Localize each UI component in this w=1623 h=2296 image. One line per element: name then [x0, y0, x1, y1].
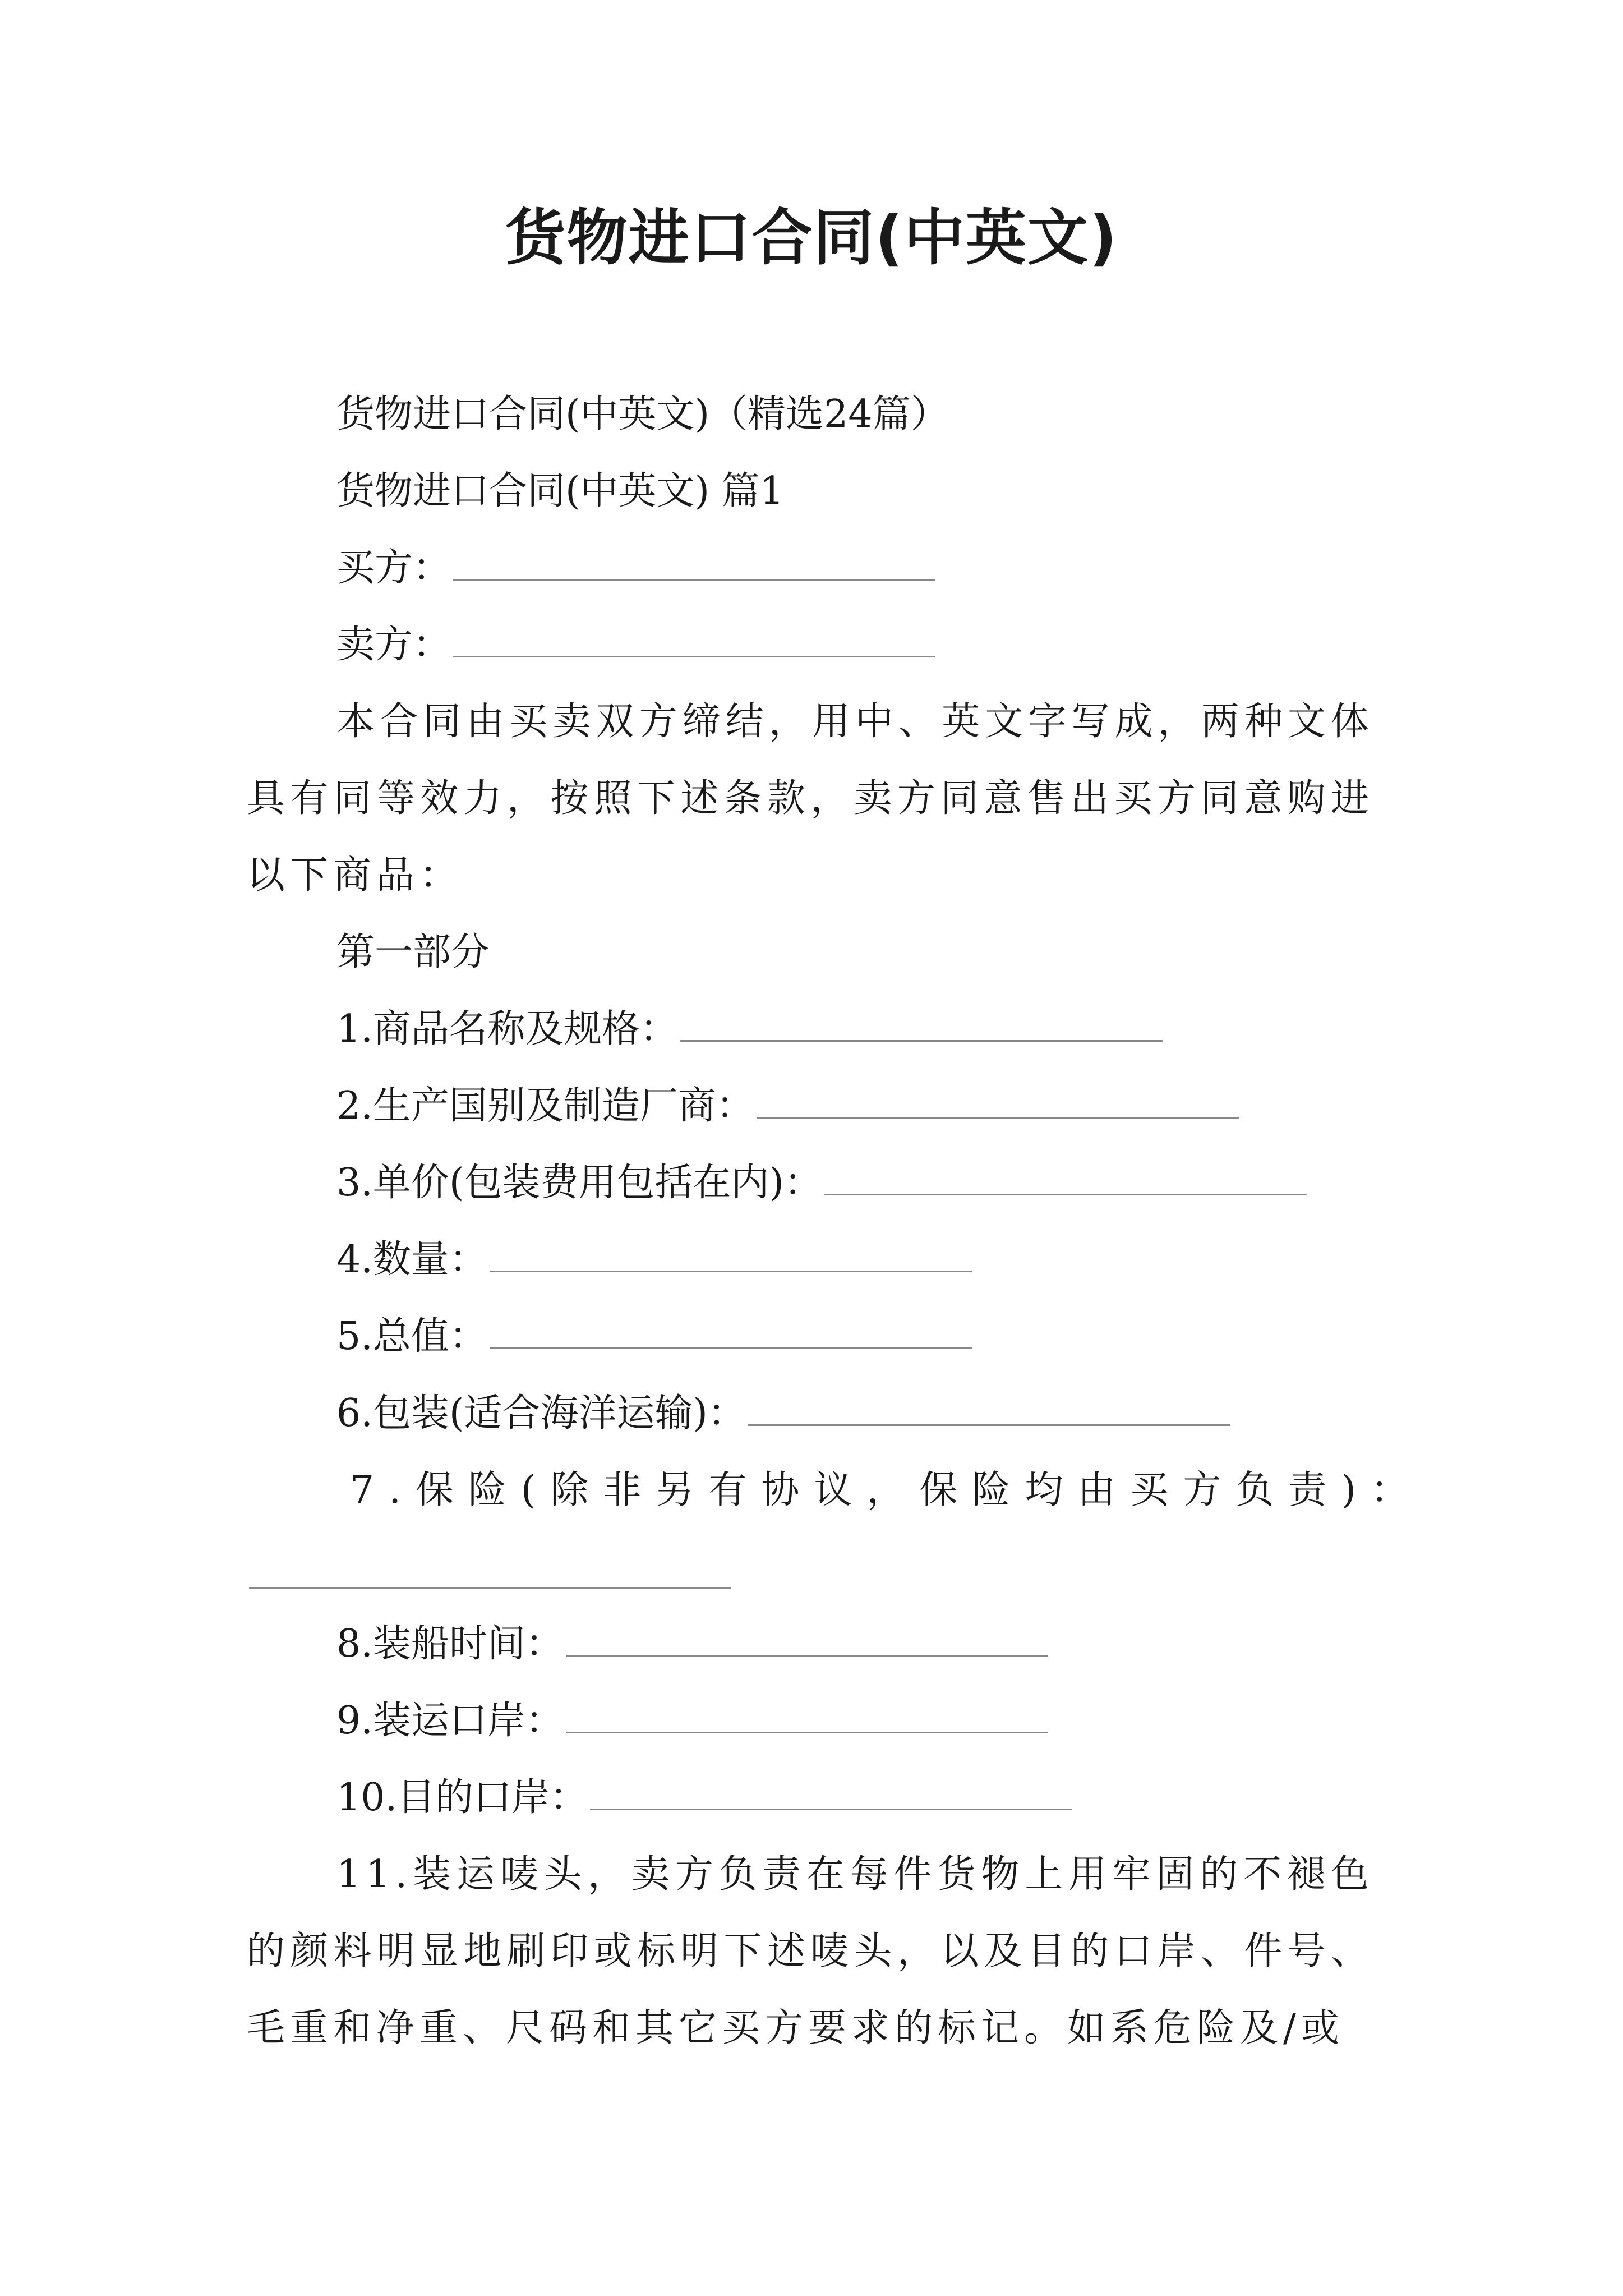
item-blank	[680, 1038, 1163, 1042]
item-row	[247, 1375, 1374, 1452]
item-label: 6.包装(适合海洋运输)：	[336, 1391, 746, 1435]
buyer-row	[247, 530, 1374, 606]
item-row	[247, 1298, 1374, 1375]
item-row	[247, 1221, 1374, 1298]
seller-row	[247, 606, 1374, 683]
item-row	[247, 991, 1374, 1068]
item-row	[247, 1068, 1374, 1144]
item-label: 8.装船时间：	[336, 1622, 564, 1666]
subtitle: 货物进口合同(中英文)（精选24篇）	[336, 392, 949, 436]
item-row	[247, 1144, 1374, 1221]
item-blank	[249, 1585, 731, 1589]
item-row-insurance: 7.保险(除非另有协议，保险均由买方负责)：	[350, 1468, 1423, 1512]
document-body	[247, 376, 1423, 2067]
seller-label: 卖方：	[336, 623, 451, 667]
item-label: 9.装运口岸：	[336, 1699, 564, 1743]
item-blank	[566, 1729, 1048, 1733]
item-blank	[757, 1115, 1239, 1119]
part-heading: 第一部分	[336, 930, 490, 974]
seller-blank	[453, 654, 935, 657]
item-blank	[748, 1422, 1230, 1426]
item-row	[247, 1682, 1374, 1759]
item-blank	[490, 1345, 972, 1349]
section-heading: 货物进口合同(中英文) 篇1	[336, 469, 784, 513]
item-blank	[590, 1806, 1072, 1810]
item-label: 10.目的口岸：	[336, 1775, 588, 1820]
item-label: 3.单价(包装费用包括在内)：	[336, 1161, 822, 1205]
item-row	[247, 1759, 1374, 1836]
item-blank	[566, 1653, 1048, 1657]
item-label: 2.生产国别及制造厂商：	[336, 1084, 754, 1128]
item-label: 1.商品名称及规格：	[336, 1007, 678, 1051]
buyer-label: 买方：	[336, 546, 451, 590]
intro-paragraph: 本合同由买卖双方缔结，用中、英文字写成，两种文体具有同等效力，按照下述条款，卖方同意售出买方同意购进以下商品：	[247, 700, 1374, 898]
item-row	[247, 1605, 1374, 1682]
item-label: 4.数量：	[336, 1237, 487, 1282]
item-blank	[490, 1268, 972, 1272]
insurance-blank-row	[247, 1529, 1374, 1605]
document-title: 货物进口合同(中英文)	[505, 203, 1118, 273]
item-blank	[824, 1191, 1307, 1195]
clause-11-paragraph: 11.装运唛头，卖方负责在每件货物上用牢固的不褪色的颜料明显地刷印或标明下述唛头，以及目的口岸、件号、毛重和净重、尺码和其它买方要求的标记。如系危险及/或	[247, 1852, 1374, 2050]
buyer-blank	[453, 577, 935, 581]
item-label: 5.总值：	[336, 1314, 487, 1359]
